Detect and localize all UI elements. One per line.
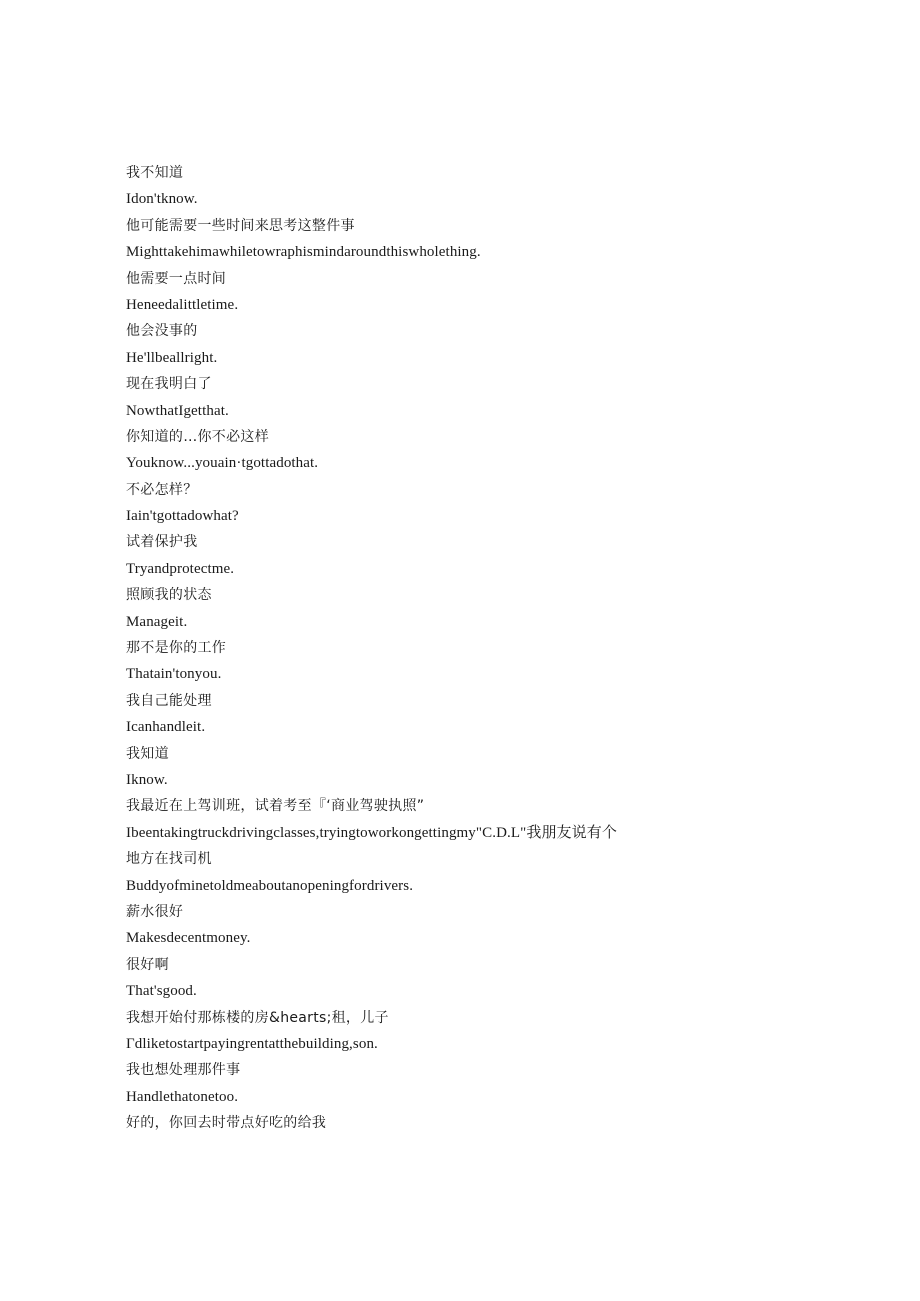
text-line-zh: 薪水很好 (126, 903, 184, 920)
text-line-en: Buddyofminetoldmeaboutanopeningfordrivers. (126, 877, 414, 894)
text-line-zh: 好的，你回去时带点好吃的给我 (126, 1115, 327, 1132)
text-line-zh: 不必怎样？ (126, 481, 198, 498)
text-line-en: Ibeentakingtruckdrivingclasses,tryingtoworkongettingmy"C.D.L"我朋友说有个 (126, 824, 617, 841)
text-line-en: Iknow. (126, 771, 168, 788)
text-line-en: Handlethatonetoo. (126, 1088, 239, 1105)
dialogue-lines (126, 160, 886, 1136)
text-line-zh: 照顾我的状态 (126, 587, 212, 604)
text-line-zh: 现在我明白了 (126, 376, 212, 393)
text-line-en: Heneedalittletime. (126, 296, 239, 313)
text-line-en: Makesdecentmoney. (126, 930, 251, 947)
text-line-zh: 那不是你的工作 (126, 640, 227, 657)
text-line-en: Icanhandleit. (126, 719, 206, 736)
text-line-zh: 我不知道 (126, 165, 184, 181)
text-line-zh: 你知道的…你不必这样 (126, 428, 269, 445)
text-line-zh: 我也想处理那件事 (126, 1062, 241, 1079)
text-line-zh: 他可能需要一些时间来思考这整件事 (126, 217, 355, 234)
text-line-en: Idon'tknow. (126, 191, 198, 208)
text-line-zh: 我想开始付那栋楼的房&hearts;租，儿子 (126, 1009, 389, 1026)
text-line-en: Γdliketostartpayingrentatthebuilding,son. (126, 1035, 378, 1052)
text-line-zh: 他需要一点时间 (126, 270, 227, 287)
text-line-en: He'llbeallright. (126, 349, 218, 366)
text-line-zh: 很好啊 (126, 956, 169, 973)
text-line-zh: 我自己能处理 (126, 692, 212, 709)
text-line-en: Manageit. (126, 613, 188, 630)
text-line-zh: 我最近在上驾训班，试着考至『‘商业驾驶执照” (126, 798, 425, 815)
text-line-zh: 试着保护我 (126, 534, 198, 551)
text-line-zh: 地方在找司机 (126, 851, 212, 868)
text-line-en: NowthatIgetthat. (126, 402, 229, 419)
text-line-en: That'sgood. (126, 983, 197, 1000)
text-line-en: Tryandprotectme. (126, 560, 235, 577)
text-line-en: Mighttakehimawhiletowraphismindaroundthiswholething. (126, 244, 481, 261)
text-line-en: Iain'tgottadowhat? (126, 508, 239, 525)
text-line-zh: 我知道 (126, 745, 169, 762)
text-line-en: Thatain'tonyou. (126, 666, 222, 683)
text-line-en: Youknow...youain·tgottadothat. (126, 455, 319, 472)
text-line-zh: 他会没事的 (126, 323, 198, 340)
